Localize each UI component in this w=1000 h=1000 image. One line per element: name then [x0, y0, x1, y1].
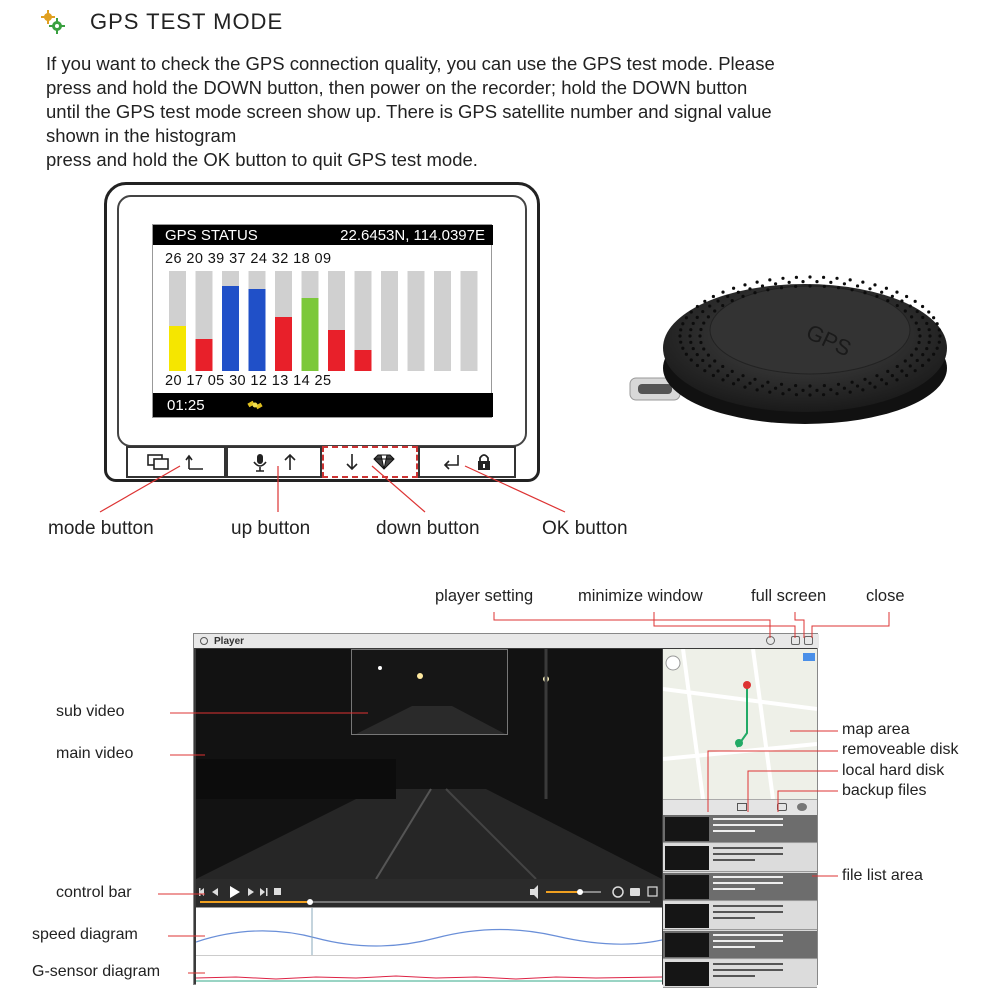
local-disk-label: local hard disk — [842, 762, 945, 779]
vent-hole — [689, 341, 692, 344]
minimize-icon[interactable] — [791, 636, 800, 645]
vent-hole — [808, 393, 811, 396]
map-view — [663, 649, 817, 799]
signal-bar — [196, 339, 213, 371]
intro-line: If you want to check the GPS connection quality, you can use the GPS test mode. Please — [46, 53, 775, 74]
vent-hole — [875, 295, 878, 298]
vent-hole — [896, 304, 899, 307]
intro-line: until the GPS test mode screen show up. There is GPS satellite number and signal value — [46, 101, 772, 122]
satellite-icon — [245, 396, 265, 414]
vent-hole — [904, 359, 907, 362]
vent-hole — [768, 391, 771, 394]
sub-video-label: sub video — [56, 703, 125, 720]
vent-hole — [910, 354, 913, 357]
app-logo — [200, 637, 208, 645]
gsensor-curve — [196, 956, 662, 986]
vent-hole — [880, 291, 883, 294]
vent-hole — [928, 334, 931, 337]
settings-icon[interactable] — [766, 636, 775, 645]
vent-hole — [849, 391, 852, 394]
vent-hole — [868, 287, 871, 290]
vent-hole — [737, 378, 740, 381]
signal-bar — [222, 286, 239, 371]
up-arrow-icon — [283, 453, 297, 471]
sub-video[interactable] — [351, 649, 508, 735]
vent-hole — [856, 384, 859, 387]
satellite-numbers: 26 20 39 37 24 32 18 09 — [165, 251, 332, 267]
backup-files-label: backup files — [842, 782, 927, 799]
vent-hole — [936, 347, 939, 350]
signal-bar — [169, 326, 186, 371]
vent-hole — [823, 384, 826, 387]
vent-hole — [766, 381, 769, 384]
vent-hole — [875, 374, 878, 377]
full-screen-label: full screen — [751, 587, 827, 605]
gem-icon — [373, 454, 395, 470]
vent-hole — [690, 310, 693, 313]
file-list-item[interactable] — [663, 960, 817, 988]
vent-hole — [701, 310, 704, 313]
vent-hole — [774, 282, 777, 285]
file-list-area — [663, 815, 817, 985]
vent-hole — [918, 334, 921, 337]
vent-hole — [743, 283, 746, 286]
vent-hole — [721, 291, 724, 294]
vent-hole — [756, 388, 759, 391]
up-button-label: up button — [231, 518, 311, 539]
file-list-item[interactable] — [663, 873, 817, 901]
player-setting-label: player setting — [435, 587, 534, 605]
vent-hole — [678, 334, 681, 337]
vent-hole — [681, 347, 684, 350]
vent-hole — [748, 382, 751, 385]
vent-hole — [896, 365, 899, 368]
vent-hole — [688, 334, 691, 337]
vent-hole — [699, 328, 702, 331]
vent-hole — [768, 278, 771, 281]
signal-values: 20 17 05 30 12 13 14 25 — [165, 373, 332, 389]
vent-hole — [909, 364, 912, 367]
minimize-window-label: minimize window — [578, 587, 703, 605]
file-thumbnail — [665, 875, 709, 899]
vent-hole — [707, 315, 710, 318]
vent-hole — [917, 328, 920, 331]
vent-hole — [712, 374, 715, 377]
file-thumbnail — [665, 962, 709, 986]
signal-bar-track — [381, 271, 398, 371]
vent-hole — [849, 278, 852, 281]
signal-bar — [328, 330, 345, 371]
vent-hole — [698, 334, 701, 337]
vent-hole — [696, 316, 699, 319]
vent-hole — [748, 287, 751, 290]
vent-hole — [690, 358, 693, 361]
vent-hole — [885, 382, 888, 385]
vent-hole — [795, 393, 798, 396]
vent-hole — [795, 276, 798, 279]
vent-hole — [721, 378, 724, 381]
vent-hole — [699, 341, 702, 344]
vent-hole — [815, 389, 818, 392]
vent-hole — [886, 299, 889, 302]
gps-status-label: GPS STATUS — [165, 226, 258, 244]
vent-hole — [861, 281, 864, 284]
vent-hole — [788, 388, 791, 391]
vent-hole — [850, 288, 853, 291]
vent-hole — [713, 359, 716, 362]
vent-hole — [681, 322, 684, 325]
file-thumbnail — [665, 904, 709, 928]
vent-hole — [808, 384, 811, 387]
vent-hole — [781, 277, 784, 280]
vent-hole — [886, 370, 889, 373]
return-up-icon — [185, 453, 205, 471]
file-list-item[interactable] — [663, 844, 817, 872]
speed-curve — [196, 908, 662, 956]
gps-status-footer — [153, 393, 493, 417]
gps-module-image — [620, 260, 950, 430]
vent-hole — [732, 287, 735, 290]
signal-bar-track — [434, 271, 451, 371]
vent-hole — [721, 365, 724, 368]
vent-hole — [753, 291, 756, 294]
vent-hole — [891, 374, 894, 377]
lock-icon — [476, 452, 492, 472]
vent-hole — [885, 287, 888, 290]
player-titlebar — [194, 634, 819, 648]
vent-hole — [856, 284, 859, 287]
enter-icon — [442, 453, 462, 471]
vent-hole — [915, 321, 918, 324]
up-button[interactable] — [226, 446, 322, 478]
vent-hole — [788, 281, 791, 284]
file-thumbnail — [665, 817, 709, 841]
vent-hole — [685, 353, 688, 356]
vent-hole — [843, 387, 846, 390]
vent-hole — [703, 300, 706, 303]
intro-line: press and hold the OK button to quit GPS test mode. — [46, 149, 478, 170]
vent-hole — [873, 283, 876, 286]
vent-hole — [685, 316, 688, 319]
vent-hole — [829, 281, 832, 284]
vent-hole — [861, 388, 864, 391]
disk-tabs — [663, 799, 817, 815]
vent-hole — [891, 295, 894, 298]
vent-hole — [868, 382, 871, 385]
microphone-icon — [251, 452, 269, 472]
signal-histogram — [153, 225, 493, 419]
vent-hole — [928, 328, 931, 331]
vent-hole — [703, 369, 706, 372]
device-button-row — [126, 446, 516, 478]
main-video[interactable] — [196, 649, 662, 879]
vent-hole — [873, 385, 876, 388]
vent-hole — [756, 281, 759, 284]
app-title: Player — [214, 635, 245, 647]
vent-hole — [679, 341, 682, 344]
vent-hole — [808, 275, 811, 278]
vent-hole — [753, 378, 756, 381]
down-arrow-icon — [345, 453, 359, 471]
vent-hole — [774, 387, 777, 390]
vent-hole — [731, 299, 734, 302]
down-button[interactable] — [322, 446, 418, 478]
removable-disk-label: removeable disk — [842, 741, 959, 758]
player-window — [193, 633, 818, 985]
heading-row — [40, 6, 283, 38]
vent-hole — [679, 328, 682, 331]
vent-hole — [895, 291, 898, 294]
local-disk-tab[interactable] — [777, 803, 787, 811]
file-thumbnail — [665, 846, 709, 870]
backup-files-tab[interactable] — [797, 803, 807, 811]
vent-hole — [921, 305, 924, 308]
vent-hole — [917, 341, 920, 344]
gsensor-diagram[interactable] — [196, 955, 662, 985]
map-area[interactable] — [663, 649, 817, 799]
file-list-item[interactable] — [663, 815, 817, 843]
control-bar-controls — [196, 879, 662, 907]
vent-hole — [932, 316, 935, 319]
ok-button-label: OK button — [542, 518, 628, 539]
ok-button[interactable] — [418, 446, 516, 478]
vent-hole — [761, 284, 764, 287]
vent-hole — [925, 347, 928, 350]
vent-hole — [741, 295, 744, 298]
vent-hole — [837, 286, 840, 289]
control-bar — [196, 879, 662, 907]
vent-hole — [914, 300, 917, 303]
vent-hole — [721, 304, 724, 307]
vent-hole — [702, 347, 705, 350]
intro-line: press and hold the DOWN button, then power on the recorder; hold the DOWN button — [46, 77, 748, 98]
vent-hole — [835, 277, 838, 280]
vent-hole — [801, 280, 804, 283]
intro-text — [46, 52, 976, 172]
page-title: GPS TEST MODE — [90, 9, 284, 34]
vent-hole — [702, 321, 705, 324]
vent-hole — [801, 389, 804, 392]
vent-hole — [921, 316, 924, 319]
vent-hole — [880, 378, 883, 381]
vent-hole — [915, 347, 918, 350]
intro-line: shown in the histogram — [46, 125, 237, 146]
vent-hole — [692, 347, 695, 350]
close-label: close — [866, 587, 905, 605]
vent-hole — [910, 315, 913, 318]
vent-hole — [794, 285, 797, 288]
vent-hole — [708, 304, 711, 307]
mode-button[interactable] — [126, 446, 226, 478]
vent-hole — [823, 285, 826, 288]
vent-hole — [822, 393, 825, 396]
vent-hole — [932, 353, 935, 356]
control-bar-label: control bar — [56, 884, 132, 901]
vent-hole — [938, 328, 941, 331]
vent-hole — [780, 286, 783, 289]
vent-hole — [927, 310, 930, 313]
vent-hole — [936, 322, 939, 325]
vent-hole — [743, 385, 746, 388]
vent-hole — [696, 353, 699, 356]
removable-disk-tab[interactable] — [737, 803, 747, 811]
vent-hole — [726, 295, 729, 298]
vent-hole — [708, 364, 711, 367]
vent-hole — [781, 392, 784, 395]
windows-icon — [147, 453, 171, 471]
signal-bar — [302, 298, 319, 371]
signal-bar-track — [408, 271, 425, 371]
vent-hole — [925, 322, 928, 325]
vent-hole — [835, 392, 838, 395]
close-icon[interactable] — [804, 636, 813, 645]
vent-hole — [780, 383, 783, 386]
vent-hole — [732, 382, 735, 385]
vent-hole — [822, 276, 825, 279]
vent-hole — [829, 388, 832, 391]
vent-hole — [916, 359, 919, 362]
vent-hole — [850, 381, 853, 384]
vent-hole — [921, 364, 924, 367]
file-list-area-label: file list area — [842, 867, 923, 884]
vent-hole — [927, 358, 930, 361]
vent-hole — [921, 353, 924, 356]
vent-hole — [696, 305, 699, 308]
vent-hole — [731, 370, 734, 373]
signal-bar — [275, 317, 292, 371]
sub-video-scene — [352, 650, 508, 735]
file-thumbnail — [665, 933, 709, 957]
vent-hole — [737, 291, 740, 294]
speed-diagram[interactable] — [196, 907, 662, 955]
vent-hole — [689, 328, 692, 331]
vent-hole — [712, 295, 715, 298]
file-list-item[interactable] — [663, 931, 817, 959]
vent-hole — [938, 334, 941, 337]
vent-hole — [905, 295, 908, 298]
vent-hole — [761, 384, 764, 387]
map-area-label: map area — [842, 721, 910, 738]
vent-hole — [741, 374, 744, 377]
vent-hole — [909, 304, 912, 307]
vent-hole — [904, 309, 907, 312]
mode-button-label: mode button — [48, 518, 154, 539]
vent-hole — [863, 378, 866, 381]
vent-hole — [701, 359, 704, 362]
vent-hole — [794, 384, 797, 387]
down-button-label: down button — [376, 518, 480, 539]
vent-hole — [863, 291, 866, 294]
vent-hole — [726, 374, 729, 377]
gear-icon — [40, 9, 66, 35]
vent-hole — [696, 364, 699, 367]
file-list-item[interactable] — [663, 902, 817, 930]
vent-hole — [900, 299, 903, 302]
vent-hole — [766, 288, 769, 291]
gps-status-screen — [152, 224, 492, 418]
vent-hole — [716, 369, 719, 372]
gps-module-label: GPS — [802, 319, 856, 362]
vent-hole — [916, 310, 919, 313]
vent-hole — [895, 378, 898, 381]
signal-bar — [249, 289, 266, 371]
vent-hole — [692, 322, 695, 325]
vent-hole — [938, 341, 941, 344]
vent-hole — [707, 354, 710, 357]
signal-bar-track — [461, 271, 478, 371]
gps-coordinates: 22.6453N, 114.0397E — [340, 226, 485, 244]
vent-hole — [905, 374, 908, 377]
speed-diagram-label: speed diagram — [32, 926, 138, 943]
vent-hole — [914, 369, 917, 372]
vent-hole — [837, 383, 840, 386]
vent-hole — [713, 309, 716, 312]
main-video-label: main video — [56, 745, 134, 762]
gps-time: 01:25 — [167, 396, 205, 414]
vent-hole — [808, 284, 811, 287]
vent-hole — [843, 282, 846, 285]
vent-hole — [928, 341, 931, 344]
signal-bar — [355, 350, 372, 371]
gsensor-diagram-label: G-sensor diagram — [32, 963, 161, 980]
vent-hole — [900, 369, 903, 372]
vent-hole — [716, 299, 719, 302]
vent-hole — [815, 280, 818, 283]
